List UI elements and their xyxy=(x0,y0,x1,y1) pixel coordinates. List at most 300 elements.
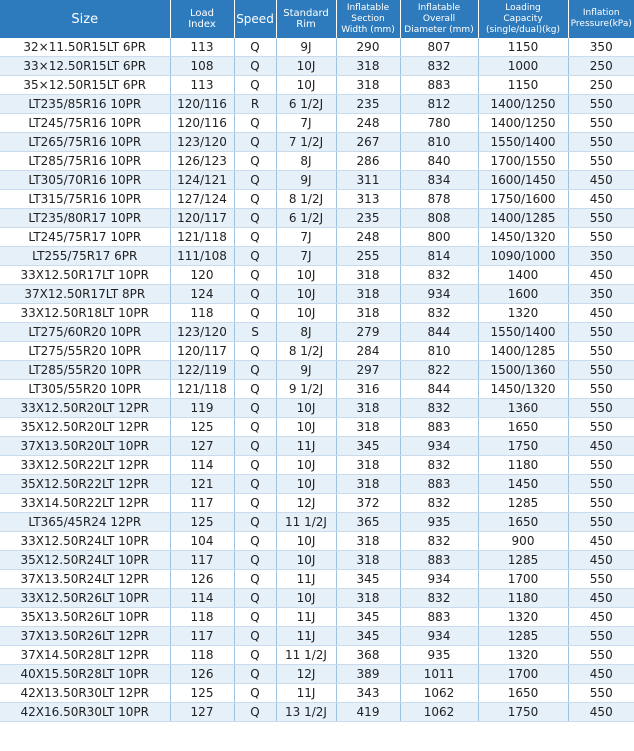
cell-size: LT305/70R16 10PR xyxy=(0,171,170,190)
cell-inflation-pressure: 550 xyxy=(568,209,634,228)
cell-load-index: 124/121 xyxy=(170,171,234,190)
cell-loading-capacity: 1150 xyxy=(478,38,568,57)
table-row xyxy=(0,95,634,114)
cell-rim: 8J xyxy=(276,152,336,171)
cell-load-index: 113 xyxy=(170,76,234,95)
cell-size: 37X14.50R28LT 12PR xyxy=(0,646,170,665)
cell-section-width: 318 xyxy=(336,266,400,285)
cell-section-width: 419 xyxy=(336,703,400,722)
cell-rim: 6 1/2J xyxy=(276,209,336,228)
cell-section-width: 345 xyxy=(336,437,400,456)
cell-size: LT235/80R17 10PR xyxy=(0,209,170,228)
cell-overall-diameter: 780 xyxy=(400,114,478,133)
cell-overall-diameter: 832 xyxy=(400,494,478,513)
cell-load-index: 120/116 xyxy=(170,95,234,114)
cell-size: LT275/60R20 10PR xyxy=(0,323,170,342)
cell-inflation-pressure: 550 xyxy=(568,399,634,418)
cell-overall-diameter: 834 xyxy=(400,171,478,190)
cell-section-width: 318 xyxy=(336,475,400,494)
cell-loading-capacity: 1320 xyxy=(478,304,568,323)
table-body xyxy=(0,38,634,722)
cell-rim: 10J xyxy=(276,266,336,285)
cell-loading-capacity: 1400/1285 xyxy=(478,209,568,228)
cell-loading-capacity: 1700 xyxy=(478,665,568,684)
cell-section-width: 284 xyxy=(336,342,400,361)
table-row xyxy=(0,665,634,684)
cell-loading-capacity: 1750 xyxy=(478,437,568,456)
cell-size: LT235/85R16 10PR xyxy=(0,95,170,114)
cell-overall-diameter: 883 xyxy=(400,475,478,494)
table-row xyxy=(0,76,634,95)
cell-speed: Q xyxy=(234,152,276,171)
cell-inflation-pressure: 550 xyxy=(568,570,634,589)
cell-size: LT245/75R17 10PR xyxy=(0,228,170,247)
cell-loading-capacity: 1180 xyxy=(478,456,568,475)
table-row xyxy=(0,399,634,418)
cell-overall-diameter: 844 xyxy=(400,323,478,342)
cell-speed: Q xyxy=(234,532,276,551)
cell-overall-diameter: 934 xyxy=(400,570,478,589)
cell-section-width: 318 xyxy=(336,532,400,551)
cell-section-width: 318 xyxy=(336,418,400,437)
cell-rim: 13 1/2J xyxy=(276,703,336,722)
table-row xyxy=(0,152,634,171)
cell-overall-diameter: 934 xyxy=(400,285,478,304)
table-row xyxy=(0,437,634,456)
cell-loading-capacity: 1750/1600 xyxy=(478,190,568,209)
cell-load-index: 104 xyxy=(170,532,234,551)
cell-inflation-pressure: 550 xyxy=(568,114,634,133)
cell-speed: Q xyxy=(234,361,276,380)
cell-section-width: 318 xyxy=(336,589,400,608)
cell-rim: 11 1/2J xyxy=(276,646,336,665)
cell-overall-diameter: 807 xyxy=(400,38,478,57)
cell-load-index: 124 xyxy=(170,285,234,304)
table-row xyxy=(0,57,634,76)
cell-overall-diameter: 832 xyxy=(400,399,478,418)
table-row xyxy=(0,703,634,722)
cell-size: LT275/55R20 10PR xyxy=(0,342,170,361)
cell-overall-diameter: 808 xyxy=(400,209,478,228)
cell-section-width: 318 xyxy=(336,76,400,95)
cell-inflation-pressure: 550 xyxy=(568,627,634,646)
cell-overall-diameter: 832 xyxy=(400,266,478,285)
cell-load-index: 121/118 xyxy=(170,380,234,399)
cell-rim: 10J xyxy=(276,76,336,95)
cell-overall-diameter: 934 xyxy=(400,627,478,646)
cell-overall-diameter: 844 xyxy=(400,380,478,399)
cell-rim: 7J xyxy=(276,247,336,266)
cell-rim: 11J xyxy=(276,608,336,627)
cell-rim: 10J xyxy=(276,551,336,570)
cell-rim: 11J xyxy=(276,627,336,646)
cell-size: 35×12.50R15LT 6PR xyxy=(0,76,170,95)
table-row xyxy=(0,228,634,247)
cell-section-width: 235 xyxy=(336,95,400,114)
cell-rim: 9J xyxy=(276,361,336,380)
cell-rim: 8 1/2J xyxy=(276,342,336,361)
table-row xyxy=(0,266,634,285)
cell-loading-capacity: 1000 xyxy=(478,57,568,76)
cell-speed: Q xyxy=(234,399,276,418)
table-row xyxy=(0,551,634,570)
cell-section-width: 372 xyxy=(336,494,400,513)
cell-load-index: 126 xyxy=(170,665,234,684)
cell-speed: Q xyxy=(234,475,276,494)
cell-speed: Q xyxy=(234,228,276,247)
cell-inflation-pressure: 550 xyxy=(568,361,634,380)
table-row xyxy=(0,475,634,494)
cell-speed: Q xyxy=(234,437,276,456)
cell-inflation-pressure: 550 xyxy=(568,456,634,475)
cell-size: LT255/75R17 6PR xyxy=(0,247,170,266)
table-row xyxy=(0,494,634,513)
cell-loading-capacity: 1650 xyxy=(478,684,568,703)
cell-speed: Q xyxy=(234,646,276,665)
cell-loading-capacity: 1400/1250 xyxy=(478,95,568,114)
cell-speed: Q xyxy=(234,684,276,703)
table-row xyxy=(0,532,634,551)
cell-overall-diameter: 883 xyxy=(400,418,478,437)
cell-section-width: 248 xyxy=(336,114,400,133)
cell-load-index: 125 xyxy=(170,418,234,437)
cell-inflation-pressure: 450 xyxy=(568,171,634,190)
table-row xyxy=(0,285,634,304)
cell-inflation-pressure: 450 xyxy=(568,551,634,570)
cell-size: LT265/75R16 10PR xyxy=(0,133,170,152)
cell-speed: Q xyxy=(234,190,276,209)
cell-loading-capacity: 1600 xyxy=(478,285,568,304)
cell-loading-capacity: 1400/1250 xyxy=(478,114,568,133)
cell-rim: 8 1/2J xyxy=(276,190,336,209)
header-size: Size xyxy=(0,0,170,38)
cell-overall-diameter: 832 xyxy=(400,589,478,608)
cell-inflation-pressure: 350 xyxy=(568,285,634,304)
cell-size: 32×11.50R15LT 6PR xyxy=(0,38,170,57)
cell-inflation-pressure: 550 xyxy=(568,342,634,361)
cell-rim: 9J xyxy=(276,38,336,57)
cell-load-index: 127 xyxy=(170,703,234,722)
cell-loading-capacity: 1150 xyxy=(478,76,568,95)
cell-rim: 12J xyxy=(276,494,336,513)
cell-rim: 11J xyxy=(276,570,336,589)
header-standard-rim: Standard Rim xyxy=(276,0,336,38)
cell-loading-capacity: 1550/1400 xyxy=(478,323,568,342)
cell-rim: 8J xyxy=(276,323,336,342)
cell-rim: 7J xyxy=(276,114,336,133)
cell-rim: 10J xyxy=(276,532,336,551)
cell-overall-diameter: 878 xyxy=(400,190,478,209)
cell-section-width: 297 xyxy=(336,361,400,380)
cell-size: 33X12.50R20LT 12PR xyxy=(0,399,170,418)
header-section-width: Inflatable Section Width (mm) xyxy=(336,0,400,38)
cell-rim: 9J xyxy=(276,171,336,190)
cell-speed: Q xyxy=(234,342,276,361)
cell-inflation-pressure: 550 xyxy=(568,152,634,171)
cell-inflation-pressure: 350 xyxy=(568,38,634,57)
cell-load-index: 126/123 xyxy=(170,152,234,171)
cell-inflation-pressure: 450 xyxy=(568,665,634,684)
cell-speed: Q xyxy=(234,665,276,684)
cell-overall-diameter: 800 xyxy=(400,228,478,247)
cell-loading-capacity: 1180 xyxy=(478,589,568,608)
cell-rim: 9 1/2J xyxy=(276,380,336,399)
cell-inflation-pressure: 450 xyxy=(568,608,634,627)
cell-loading-capacity: 1360 xyxy=(478,399,568,418)
cell-rim: 11 1/2J xyxy=(276,513,336,532)
cell-size: LT285/55R20 10PR xyxy=(0,361,170,380)
cell-load-index: 114 xyxy=(170,589,234,608)
cell-loading-capacity: 1500/1360 xyxy=(478,361,568,380)
cell-size: 33X12.50R18LT 10PR xyxy=(0,304,170,323)
cell-section-width: 248 xyxy=(336,228,400,247)
cell-load-index: 125 xyxy=(170,513,234,532)
cell-speed: Q xyxy=(234,570,276,589)
header-load-index: Load Index xyxy=(170,0,234,38)
cell-inflation-pressure: 450 xyxy=(568,304,634,323)
cell-load-index: 111/108 xyxy=(170,247,234,266)
cell-size: 42X16.50R30LT 10PR xyxy=(0,703,170,722)
cell-load-index: 117 xyxy=(170,494,234,513)
cell-section-width: 318 xyxy=(336,456,400,475)
cell-rim: 10J xyxy=(276,399,336,418)
cell-loading-capacity: 1320 xyxy=(478,646,568,665)
cell-loading-capacity: 1400 xyxy=(478,266,568,285)
cell-inflation-pressure: 550 xyxy=(568,380,634,399)
cell-loading-capacity: 1090/1000 xyxy=(478,247,568,266)
header-row xyxy=(0,0,634,38)
cell-speed: Q xyxy=(234,285,276,304)
cell-inflation-pressure: 450 xyxy=(568,532,634,551)
cell-speed: S xyxy=(234,323,276,342)
cell-inflation-pressure: 550 xyxy=(568,418,634,437)
cell-size: 35X12.50R22LT 12PR xyxy=(0,475,170,494)
cell-loading-capacity: 1285 xyxy=(478,551,568,570)
cell-overall-diameter: 840 xyxy=(400,152,478,171)
cell-inflation-pressure: 450 xyxy=(568,266,634,285)
cell-speed: Q xyxy=(234,703,276,722)
cell-speed: Q xyxy=(234,513,276,532)
cell-section-width: 368 xyxy=(336,646,400,665)
cell-size: 35X12.50R20LT 12PR xyxy=(0,418,170,437)
cell-inflation-pressure: 450 xyxy=(568,190,634,209)
cell-size: LT305/55R20 10PR xyxy=(0,380,170,399)
cell-inflation-pressure: 350 xyxy=(568,247,634,266)
table-row xyxy=(0,589,634,608)
cell-load-index: 121 xyxy=(170,475,234,494)
cell-speed: Q xyxy=(234,608,276,627)
cell-inflation-pressure: 250 xyxy=(568,57,634,76)
cell-size: 33×12.50R15LT 6PR xyxy=(0,57,170,76)
cell-rim: 10J xyxy=(276,456,336,475)
cell-size: 40X15.50R28LT 10PR xyxy=(0,665,170,684)
cell-overall-diameter: 935 xyxy=(400,513,478,532)
table-row xyxy=(0,570,634,589)
cell-load-index: 127/124 xyxy=(170,190,234,209)
cell-overall-diameter: 934 xyxy=(400,437,478,456)
cell-rim: 12J xyxy=(276,665,336,684)
cell-load-index: 113 xyxy=(170,38,234,57)
cell-size: 33X12.50R22LT 12PR xyxy=(0,456,170,475)
cell-rim: 11J xyxy=(276,437,336,456)
cell-size: 35X13.50R26LT 10PR xyxy=(0,608,170,627)
cell-inflation-pressure: 550 xyxy=(568,323,634,342)
cell-size: LT315/75R16 10PR xyxy=(0,190,170,209)
cell-load-index: 119 xyxy=(170,399,234,418)
cell-load-index: 120 xyxy=(170,266,234,285)
cell-speed: Q xyxy=(234,266,276,285)
cell-loading-capacity: 1320 xyxy=(478,608,568,627)
cell-section-width: 235 xyxy=(336,209,400,228)
header-speed: Speed xyxy=(234,0,276,38)
cell-section-width: 318 xyxy=(336,399,400,418)
cell-load-index: 122/119 xyxy=(170,361,234,380)
cell-loading-capacity: 1450/1320 xyxy=(478,228,568,247)
cell-inflation-pressure: 550 xyxy=(568,95,634,114)
cell-section-width: 313 xyxy=(336,190,400,209)
cell-load-index: 120/117 xyxy=(170,209,234,228)
table-row xyxy=(0,684,634,703)
cell-loading-capacity: 1400/1285 xyxy=(478,342,568,361)
table-row xyxy=(0,209,634,228)
cell-overall-diameter: 832 xyxy=(400,304,478,323)
cell-section-width: 279 xyxy=(336,323,400,342)
cell-inflation-pressure: 550 xyxy=(568,228,634,247)
header-loading-capacity: Loading Capacity (single/dual)(kg) xyxy=(478,0,568,38)
cell-rim: 10J xyxy=(276,589,336,608)
cell-load-index: 114 xyxy=(170,456,234,475)
cell-speed: R xyxy=(234,95,276,114)
table-row xyxy=(0,133,634,152)
cell-speed: Q xyxy=(234,418,276,437)
cell-rim: 7 1/2J xyxy=(276,133,336,152)
cell-inflation-pressure: 450 xyxy=(568,703,634,722)
cell-section-width: 267 xyxy=(336,133,400,152)
cell-inflation-pressure: 250 xyxy=(568,76,634,95)
cell-size: 37X13.50R26LT 12PR xyxy=(0,627,170,646)
cell-overall-diameter: 832 xyxy=(400,456,478,475)
cell-loading-capacity: 1750 xyxy=(478,703,568,722)
cell-loading-capacity: 1550/1400 xyxy=(478,133,568,152)
cell-loading-capacity: 1700/1550 xyxy=(478,152,568,171)
cell-size: LT285/75R16 10PR xyxy=(0,152,170,171)
cell-load-index: 117 xyxy=(170,627,234,646)
table-row xyxy=(0,38,634,57)
cell-loading-capacity: 1450/1320 xyxy=(478,380,568,399)
cell-overall-diameter: 810 xyxy=(400,133,478,152)
table-row xyxy=(0,646,634,665)
cell-section-width: 345 xyxy=(336,627,400,646)
cell-size: 37X12.50R17LT 8PR xyxy=(0,285,170,304)
cell-rim: 6 1/2J xyxy=(276,95,336,114)
header-overall-diameter: Inflatable Overall Diameter (mm) xyxy=(400,0,478,38)
cell-section-width: 318 xyxy=(336,304,400,323)
cell-overall-diameter: 935 xyxy=(400,646,478,665)
cell-overall-diameter: 832 xyxy=(400,532,478,551)
cell-speed: Q xyxy=(234,133,276,152)
table-row xyxy=(0,342,634,361)
cell-overall-diameter: 810 xyxy=(400,342,478,361)
cell-load-index: 125 xyxy=(170,684,234,703)
cell-speed: Q xyxy=(234,57,276,76)
cell-load-index: 120/116 xyxy=(170,114,234,133)
cell-section-width: 343 xyxy=(336,684,400,703)
table-row xyxy=(0,456,634,475)
cell-load-index: 117 xyxy=(170,551,234,570)
table-row xyxy=(0,627,634,646)
cell-section-width: 389 xyxy=(336,665,400,684)
cell-section-width: 318 xyxy=(336,57,400,76)
cell-rim: 10J xyxy=(276,418,336,437)
cell-section-width: 311 xyxy=(336,171,400,190)
cell-size: LT365/45R24 12PR xyxy=(0,513,170,532)
cell-speed: Q xyxy=(234,209,276,228)
cell-section-width: 318 xyxy=(336,551,400,570)
cell-size: 37X13.50R24LT 12PR xyxy=(0,570,170,589)
cell-rim: 10J xyxy=(276,304,336,323)
table-row xyxy=(0,304,634,323)
cell-speed: Q xyxy=(234,247,276,266)
cell-inflation-pressure: 450 xyxy=(568,589,634,608)
cell-speed: Q xyxy=(234,38,276,57)
cell-size: 42X13.50R30LT 12PR xyxy=(0,684,170,703)
cell-inflation-pressure: 550 xyxy=(568,684,634,703)
cell-inflation-pressure: 450 xyxy=(568,437,634,456)
cell-overall-diameter: 1011 xyxy=(400,665,478,684)
cell-size: LT245/75R16 10PR xyxy=(0,114,170,133)
cell-speed: Q xyxy=(234,494,276,513)
cell-inflation-pressure: 550 xyxy=(568,646,634,665)
cell-section-width: 365 xyxy=(336,513,400,532)
cell-speed: Q xyxy=(234,114,276,133)
table-row xyxy=(0,323,634,342)
cell-speed: Q xyxy=(234,380,276,399)
cell-load-index: 126 xyxy=(170,570,234,589)
cell-overall-diameter: 1062 xyxy=(400,684,478,703)
cell-overall-diameter: 1062 xyxy=(400,703,478,722)
cell-speed: Q xyxy=(234,551,276,570)
cell-size: 33X12.50R26LT 10PR xyxy=(0,589,170,608)
table-row xyxy=(0,190,634,209)
cell-inflation-pressure: 550 xyxy=(568,475,634,494)
cell-section-width: 286 xyxy=(336,152,400,171)
header-inflation-pressure: Inflation Pressure(kPa) xyxy=(568,0,634,38)
cell-load-index: 121/118 xyxy=(170,228,234,247)
cell-size: 37X13.50R20LT 10PR xyxy=(0,437,170,456)
cell-load-index: 127 xyxy=(170,437,234,456)
cell-load-index: 118 xyxy=(170,608,234,627)
cell-section-width: 316 xyxy=(336,380,400,399)
cell-load-index: 118 xyxy=(170,646,234,665)
cell-section-width: 318 xyxy=(336,285,400,304)
cell-size: 33X14.50R22LT 12PR xyxy=(0,494,170,513)
cell-loading-capacity: 900 xyxy=(478,532,568,551)
cell-loading-capacity: 1700 xyxy=(478,570,568,589)
table-row xyxy=(0,380,634,399)
cell-size: 33X12.50R17LT 10PR xyxy=(0,266,170,285)
cell-loading-capacity: 1285 xyxy=(478,494,568,513)
cell-loading-capacity: 1650 xyxy=(478,418,568,437)
cell-size: 33X12.50R24LT 10PR xyxy=(0,532,170,551)
cell-inflation-pressure: 550 xyxy=(568,513,634,532)
cell-loading-capacity: 1450 xyxy=(478,475,568,494)
cell-rim: 11J xyxy=(276,684,336,703)
table-row xyxy=(0,114,634,133)
table-row xyxy=(0,361,634,380)
cell-loading-capacity: 1650 xyxy=(478,513,568,532)
cell-speed: Q xyxy=(234,76,276,95)
cell-overall-diameter: 883 xyxy=(400,551,478,570)
